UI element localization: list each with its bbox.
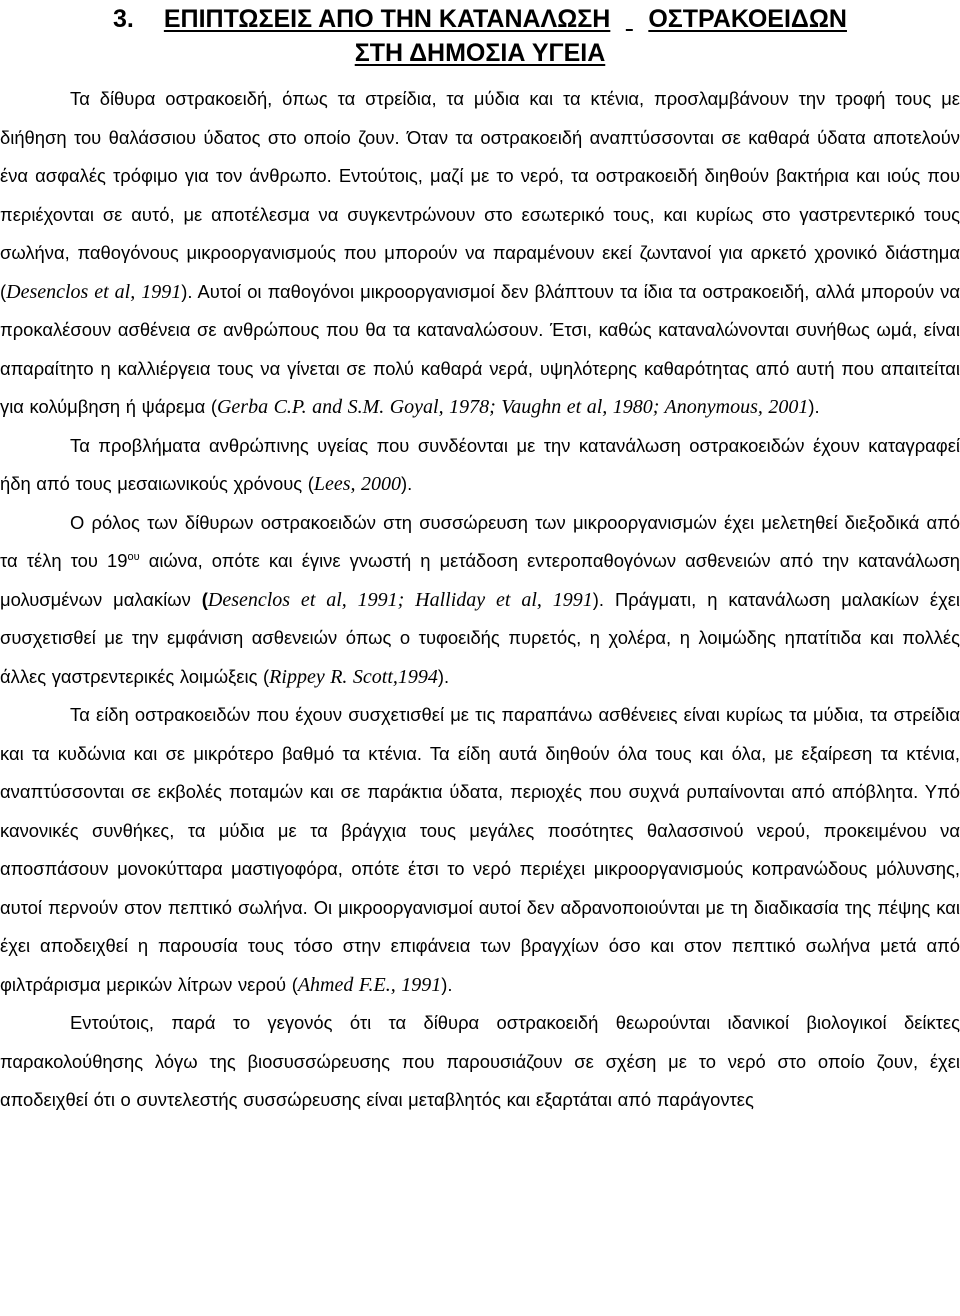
paragraph-3-text-c: ). Πράγματι, η κατανάλωση μαλακίων έχει συσχετισθεί με την εμφάνιση ασθενειών όπως ο τυφοειδής πυρετός, η χολέρα, η λοιμώδης ηπατίτιδα και πολλές άλλες γαστρεντερικές λοιμώξεις ( (0, 588, 960, 687)
paragraph-3-text-b: αιώνα, οπότε και έγινε γνωστή η μετάδοση εντεροπαθογόνων ασθενειών από την κατανάλωση μολυσμένων μαλακίων (0, 550, 960, 610)
heading-gap (610, 2, 648, 36)
paragraph-1-text-c: ). (808, 396, 820, 417)
heading-line2: ΣΤΗ ΔΗΜΟΣΙΑ ΥΓΕΙΑ (354, 39, 606, 67)
citation: Rippey R. Scott,1994 (269, 665, 438, 688)
paragraph-1-text-a: Τα δίθυρα οστρακοειδή, όπως τα στρείδια, τα μύδια και τα κτένια, προσλαμβάνουν την τροφή τους με διήθηση του θαλάσσιου ύδατος στο οποίο ζουν. Όταν τα οστρακοειδή αναπτύσσονται σε καθαρά ύδατα αποτελούν ένα ασφαλές τρόφιμο για τον άνθρωπο. Εντούτοις, μαζί με το νερό, τα οστρακοειδή διηθούν βακτήρια και ιούς που περιέχονται σε αυτό, με αποτέλεσμα να συγκεντρώνουν στο εσωτερικό τους, και κυρίως στο γαστρεντερικό τους σωλήνα, παθογόνους μικροοργανισμούς που μπορούν να παραμένουν εκεί ζωντανοί για αρκετό χρονικό διάστημα ( (0, 88, 960, 302)
document-body (0, 80, 960, 1120)
section-number: 3. (113, 5, 134, 33)
paragraph-3-text-d: ). (437, 665, 450, 687)
heading-line1-part2: ΟΣΤΡΑΚΟΕΙΔΩΝ (648, 5, 847, 33)
paragraph-2-text-b: ). (401, 473, 413, 494)
paragraph-2 (0, 427, 960, 504)
paragraph-3-text-a: Ο ρόλος των δίθυρων οστρακοειδών στη συσσώρευση των μικροοργανισμών έχει μελετηθεί διεξοδικά από τα τέλη του 19 (0, 511, 960, 571)
paragraph-1 (0, 80, 960, 427)
citation: Desenclos et al, 1991; Halliday et al, 1991 (207, 588, 593, 611)
heading-line1-part1: ΕΠΙΠΤΩΣΕΙΣ ΑΠΟ ΤΗΝ ΚΑΤΑΝΑΛΩΣΗ (163, 5, 611, 33)
paragraph-5 (0, 1004, 960, 1120)
paragraph-2-text-a: Τα προβλήματα ανθρώπινης υγείας που συνδέονται με την κατανάλωση οστρακοειδών έχουν καταγραφεί ήδη από τους μεσαιωνικούς χρόνους ( (0, 434, 960, 494)
section-heading (0, 2, 960, 70)
paragraph-5-text: Εντούτοις, παρά το γεγονός ότι τα δίθυρα οστρακοειδή θεωρούνται ιδανικοί βιολογικοί δείκτες παρακολούθησης λόγω της βιοσυσσώρευσης που παρουσιάζουν σε σχέση με το νερό στο οποίο ζουν, έχει αποδειχθεί ότι ο συντελεστής συσσώρευσης είναι μεταβλητός και εξαρτάται από παράγοντες (0, 1012, 960, 1110)
citation: Desenclos et al, 1991 (6, 280, 182, 303)
paragraph-4-text-a: Τα είδη οστρακοειδών που έχουν συσχετισθεί με τις παραπάνω ασθένειες είναι κυρίως τα μύδια, τα στρείδια και τα κυδώνια και σε μικρότερο βαθμό τα κτένια. Τα είδη αυτά διηθούν όλα τους και όλα, με εξαίρεση τα κτένια, αναπτύσσονται σε εκβολές ποταμών και σε παράκτια ύδατα, περιοχές που συχνά ρυπαίνονται από απόβλητα. Υπό κανονικές συνθήκες, τα μύδια με τα βράγχια τους μεγάλες ποσότητες θαλασσινού νερού, προκειμένου να αποσπάσουν μονοκύτταρα μαστιγοφόρα, οπότε έτσι το νερό περιέχει μικροοργανισμούς κοπρανώδους μόλυνσης, αυτοί περνούν στον πεπτικό σωλήνα. Οι μικροοργανισμοί αυτοί δεν αδρανοποιούνται με τη διαδικασία της πέψης και έχει αποδειχθεί η παρουσία τους τόσο στην επιφάνεια των βραγχίων όσο και στον πεπτικό σωλήνα μετά από φιλτράρισμα μερικών λίτρων νερού ( (0, 704, 960, 995)
paragraph-4-text-b: ). (441, 973, 453, 995)
paragraph-1-text-b: ). Αυτοί οι παθογόνοι μικροοργανισμοί δεν βλάπτουν τα ίδια τα οστρακοειδή, αλλά μπορούν να προκαλέσουν ασθένεια σε ανθρώπους που θα τα καταναλώσουν. Έτσι, καθώς καταναλώνονται συνήθως ωμά, είναι απαραίτητο η καλλιέργεια τους να γίνεται σε πολύ καθαρά νερά, υψηλότερης καθαρότητας από αυτή που απαιτείται για κολύμβηση ή ψάρεμα ( (0, 280, 960, 417)
superscript: ου (127, 550, 140, 563)
paragraph-3 (0, 504, 960, 697)
bold-parenthesis: ( (201, 588, 208, 610)
citation: Ahmed F.E., 1991 (297, 973, 442, 996)
citation: Lees, 2000 (313, 473, 402, 495)
citation: Gerba C.P. and S.M. Goyal, 1978; Vaughn et al, 1980; Anonymous, 2001 (216, 396, 809, 418)
paragraph-4 (0, 696, 960, 1004)
